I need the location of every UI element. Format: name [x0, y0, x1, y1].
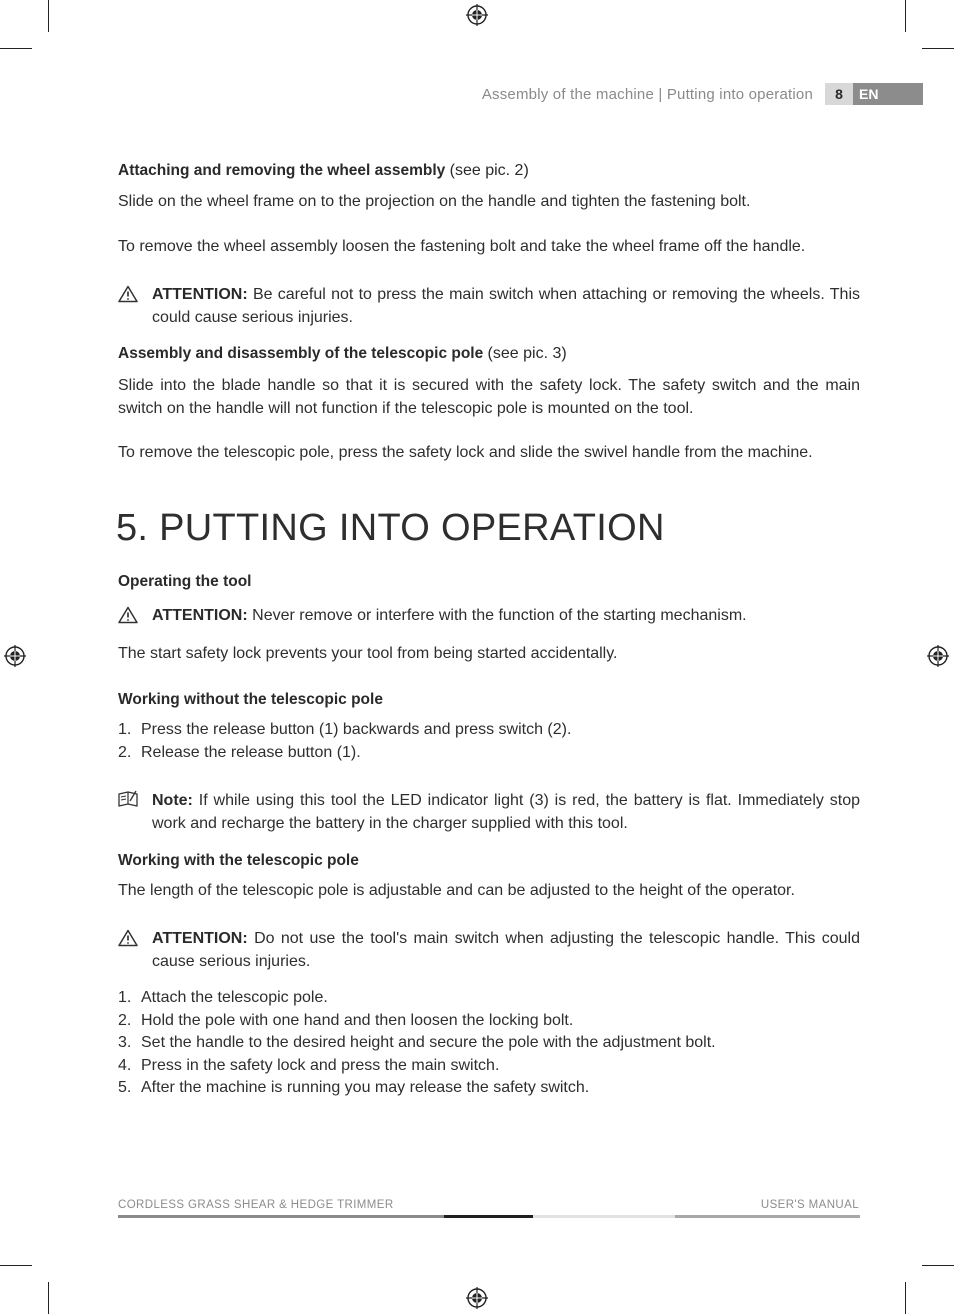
heading-text: Attaching and removing the wheel assembly [118, 162, 446, 179]
list-item [118, 1077, 860, 1100]
step-number: 4. [118, 1056, 132, 1074]
warning-block [118, 605, 860, 628]
registration-mark-icon [927, 645, 949, 667]
footer-bar-segment [118, 1215, 444, 1218]
warning-text: Be careful not to press the main switch when attaching or removing the wheels. This could cause serious injuries. [152, 286, 860, 326]
step-number: 3. [118, 1034, 132, 1051]
section-heading: Working without the telescopic pole [118, 691, 383, 708]
paragraph: The start safety lock prevents your tool from being started accidentally. [118, 645, 618, 662]
warning-text: Do not use the tool's main switch when adjusting the telescopic handle. This could cause serious injuries. [152, 930, 860, 970]
page-number: 8 [825, 83, 853, 105]
warning-label: ATTENTION: [152, 930, 248, 947]
list-item [118, 1010, 860, 1033]
warning-label: ATTENTION: [152, 286, 248, 303]
list-item [118, 742, 860, 765]
picture-reference: (see pic. 3) [487, 345, 567, 362]
step-text: Attach the telescopic pole. [141, 989, 328, 1006]
footer-bar-segment [533, 1215, 675, 1218]
picture-reference: (see pic. 2) [449, 162, 529, 179]
section-heading [118, 343, 860, 366]
registration-mark-icon [4, 645, 26, 667]
section-heading [118, 160, 860, 183]
warning-triangle-icon [118, 929, 138, 947]
footer-manual-label: USER'S MANUAL [760, 1199, 859, 1211]
note-text: If while using this tool the LED indicator light (3) is red, the battery is flat. Immediately stop work and recharge the battery in the charger supplied with this tool. [152, 792, 860, 832]
heading-text: Assembly and disassembly of the telescopic pole [118, 345, 484, 362]
crop-mark [0, 1265, 32, 1266]
step-text: After the machine is running you may release the safety switch. [141, 1079, 590, 1096]
running-header: Assembly of the machine | Putting into operation [481, 86, 813, 103]
paragraph: Slide into the blade handle so that it is secured with the safety lock. The safety switch and the main switch on the handle will not function if the telescopic pole is mounted on the tool. [118, 377, 860, 417]
step-number: 2. [118, 743, 132, 761]
warning-label: ATTENTION: [152, 607, 248, 624]
list-item [118, 987, 860, 1010]
footer-bar-segment [444, 1215, 533, 1218]
crop-mark [922, 48, 954, 49]
registration-mark-icon [466, 1287, 488, 1309]
warning-triangle-icon [118, 285, 138, 303]
step-text: Hold the pole with one hand and then loosen the locking bolt. [141, 1011, 574, 1029]
crop-mark [905, 0, 906, 32]
crop-mark [922, 1265, 954, 1266]
crop-mark [905, 1282, 906, 1314]
registration-mark-icon [466, 4, 488, 26]
note-book-icon [118, 790, 138, 808]
warning-text: Never remove or interfere with the function of the starting mechanism. [252, 607, 747, 624]
crop-mark [48, 0, 49, 32]
steps-list [118, 987, 860, 1100]
paragraph: To remove the telescopic pole, press the safety lock and slide the swivel handle from the machine. [118, 444, 813, 461]
note-block [118, 790, 860, 835]
language-tab: EN [853, 83, 923, 105]
warning-block [118, 928, 860, 973]
list-item [118, 719, 860, 742]
step-text: Release the release button (1). [141, 743, 361, 761]
warning-triangle-icon [118, 606, 138, 624]
note-label: Note: [152, 792, 193, 809]
step-number: 5. [118, 1079, 132, 1096]
step-number: 1. [118, 721, 132, 738]
list-item [118, 1055, 860, 1078]
paragraph: To remove the wheel assembly loosen the fastening bolt and take the wheel frame off the handle. [118, 238, 806, 255]
step-text: Press the release button (1) backwards and press switch (2). [141, 721, 572, 738]
paragraph: The length of the telescopic pole is adjustable and can be adjusted to the height of the operator. [118, 882, 795, 899]
step-text: Set the handle to the desired height and secure the pole with the adjustment bolt. [141, 1034, 716, 1051]
chapter-title: 5. PUTTING INTO OPERATION [116, 507, 665, 549]
list-item [118, 1032, 860, 1055]
step-number: 2. [118, 1011, 132, 1029]
section-heading: Operating the tool [118, 573, 252, 590]
warning-block [118, 284, 860, 329]
crop-mark [0, 48, 32, 49]
section-heading: Working with the telescopic pole [118, 852, 359, 869]
paragraph: Slide on the wheel frame on to the projection on the handle and tighten the fastening bolt. [118, 193, 751, 210]
step-text: Press in the safety lock and press the main switch. [141, 1056, 500, 1074]
footer-product-name: CORDLESS GRASS SHEAR & HEDGE TRIMMER [118, 1199, 394, 1211]
steps-list [118, 719, 860, 764]
footer-bar-segment [675, 1215, 860, 1218]
step-number: 1. [118, 989, 132, 1006]
crop-mark [48, 1282, 49, 1314]
